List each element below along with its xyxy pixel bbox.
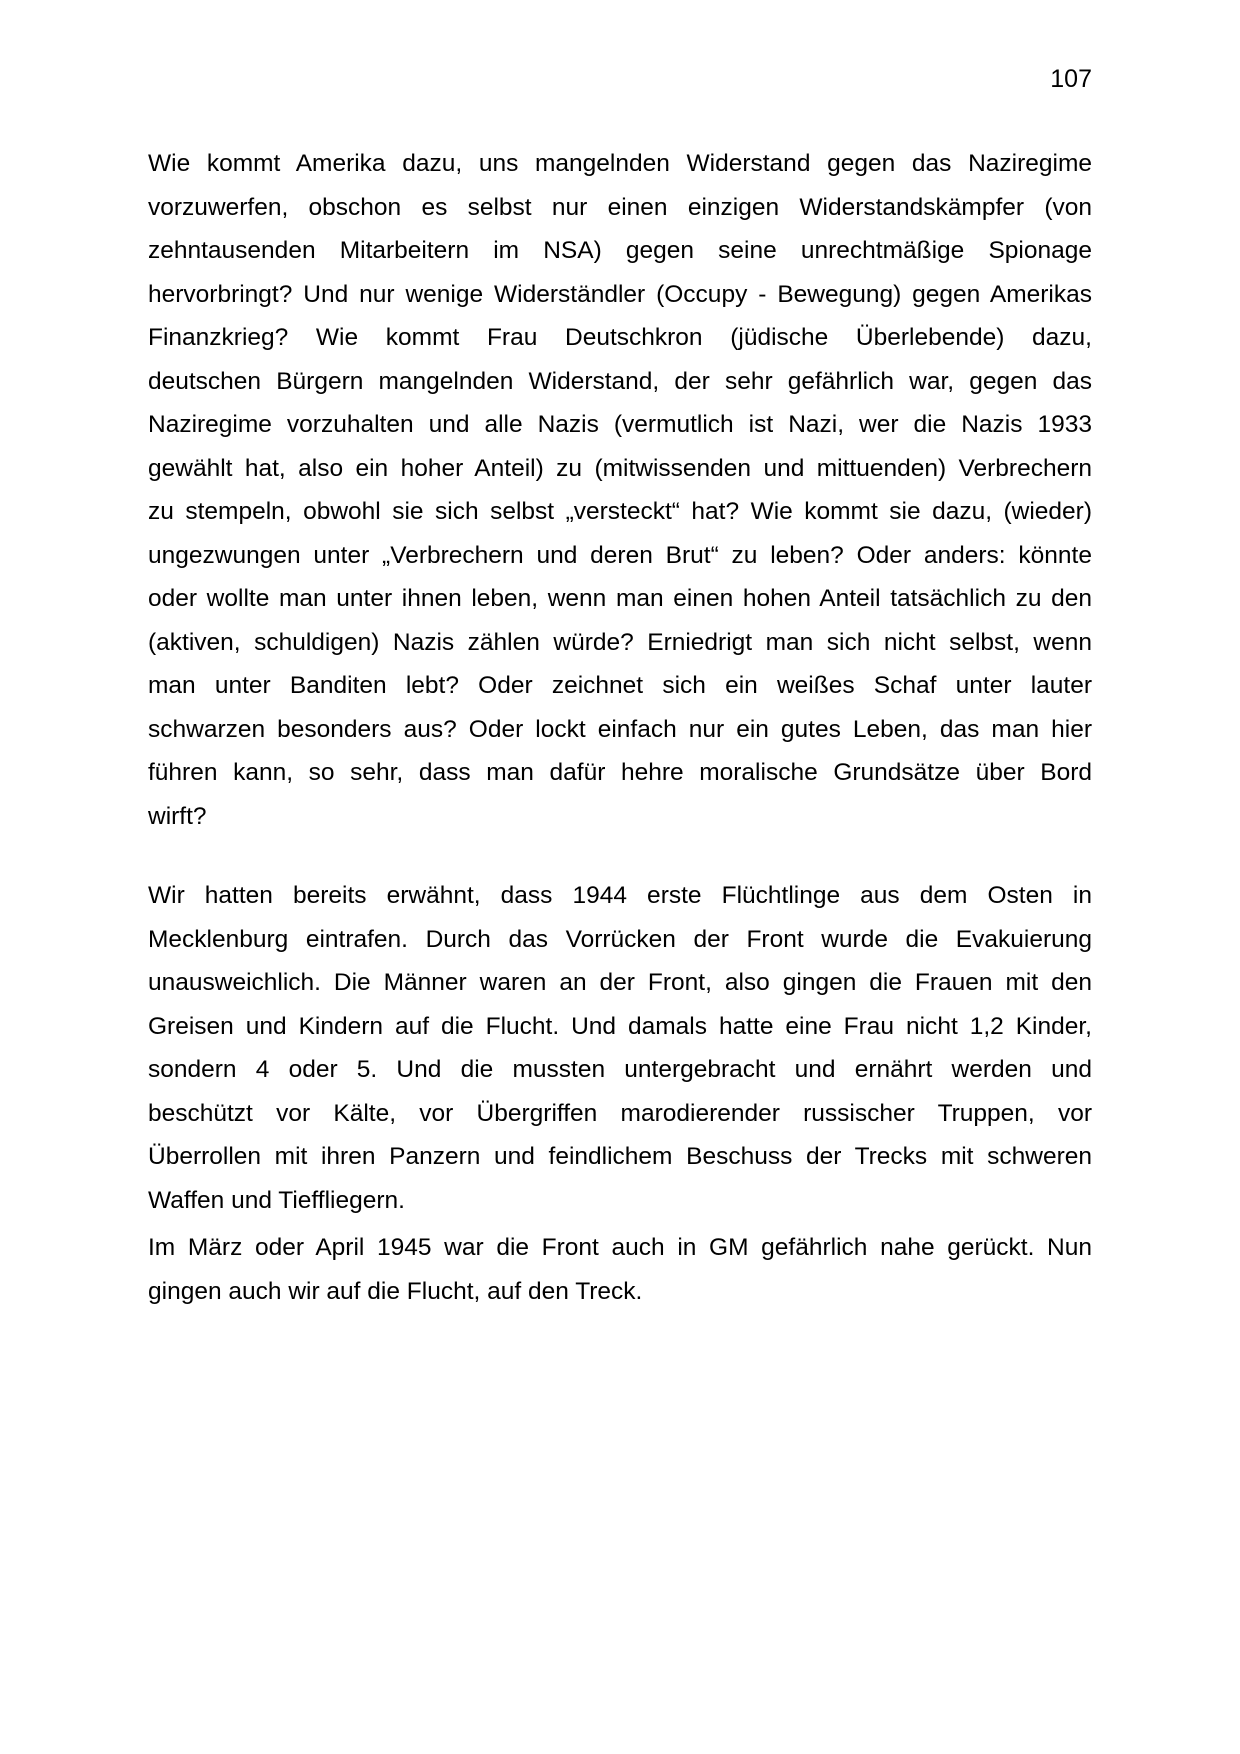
text-line: Naziregime vorzuhalten und alle Nazis (vermutlich ist Nazi, wer die Nazis 1933	[148, 411, 1092, 438]
text-line: (aktiven, schuldigen) Nazis zählen würde? Erniedrigt man sich nicht selbst, wenn	[148, 628, 1092, 656]
text-line: gingen auch wir auf die Flucht, auf den Treck.	[148, 1277, 643, 1305]
text-line: vorzuwerfen, obschon es selbst nur einen einzigen Widerstandskämpfer (von	[148, 193, 1092, 221]
text-line: schwarzen besonders aus? Oder lockt einfach nur ein gutes Leben, das man hier	[148, 715, 1092, 743]
text-line: ungezwungen unter „Verbrechern und deren Brut“ zu leben? Oder anders: könnte	[148, 541, 1092, 569]
text-line: oder wollte man unter ihnen leben, wenn man einen hohen Anteil tatsächlich zu den	[148, 585, 1092, 612]
text-line: man unter Banditen lebt? Oder zeichnet sich ein weißes Schaf unter lauter	[148, 672, 1092, 699]
text-line: führen kann, so sehr, dass man dafür hehre moralische Grundsätze über Bord	[148, 759, 1092, 786]
text-line: gewählt hat, also ein hoher Anteil) zu (mitwissenden und mittuenden) Verbrechern	[148, 454, 1092, 482]
text-line: Greisen und Kindern auf die Flucht. Und damals hatte eine Frau nicht 1,2 Kinder,	[148, 1012, 1092, 1040]
text-line: unausweichlich. Die Männer waren an der Front, also gingen die Frauen mit den	[148, 969, 1092, 996]
text-line: zu stempeln, obwohl sie sich selbst „versteckt“ hat? Wie kommt sie dazu, (wieder)	[148, 498, 1092, 525]
text-line: beschützt vor Kälte, vor Übergriffen marodierender russischer Truppen, vor	[148, 1099, 1092, 1127]
text-line: Wie kommt Amerika dazu, uns mangelnden Widerstand gegen das Naziregime	[148, 150, 1092, 177]
paragraph-3	[148, 1226, 1092, 1313]
page-number: 107	[1050, 65, 1092, 93]
text-line: Waffen und Tieffliegern.	[148, 1186, 405, 1214]
text-line: Wir hatten bereits erwähnt, dass 1944 erste Flüchtlinge aus dem Osten in	[148, 882, 1092, 909]
text-line: Mecklenburg eintrafen. Durch das Vorrücken der Front wurde die Evakuierung	[148, 925, 1092, 953]
text-line: hervorbringt? Und nur wenige Widerständler (Occupy - Bewegung) gegen Amerikas	[148, 280, 1092, 308]
paragraph-2	[148, 874, 1092, 1222]
text-line: Finanzkrieg? Wie kommt Frau Deutschkron (jüdische Überlebende) dazu,	[148, 324, 1092, 351]
text-block	[148, 142, 1092, 1313]
text-line: deutschen Bürgern mangelnden Widerstand, der sehr gefährlich war, gegen das	[148, 367, 1092, 395]
paragraph-1	[148, 142, 1092, 838]
text-line: Überrollen mit ihren Panzern und feindlichem Beschuss der Trecks mit schweren	[148, 1143, 1092, 1170]
text-line: sondern 4 oder 5. Und die mussten untergebracht und ernährt werden und	[148, 1056, 1092, 1083]
text-line: Im März oder April 1945 war die Front auch in GM gefährlich nahe gerückt. Nun	[148, 1234, 1092, 1261]
text-line: wirft?	[148, 802, 207, 830]
text-line: zehntausenden Mitarbeitern im NSA) gegen seine unrechtmäßige Spionage	[148, 237, 1092, 264]
